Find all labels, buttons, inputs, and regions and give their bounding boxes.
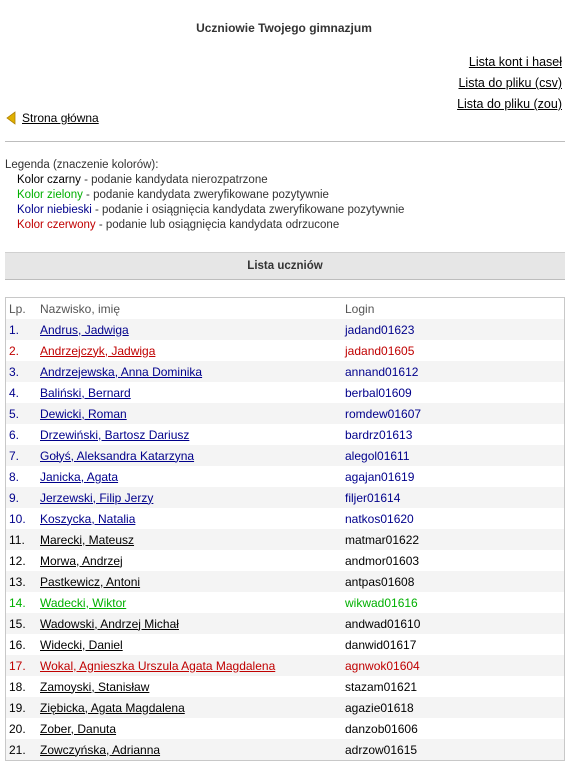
student-name-cell [37,550,342,571]
table-row [6,403,564,424]
column-header-name: Nazwisko, imię [40,301,121,316]
student-login: natkos01620 [342,508,564,529]
legend-color-name: Kolor czarny [17,174,81,186]
student-name-cell [37,361,342,382]
student-name-link[interactable]: Zamoyski, Stanisław [40,679,150,694]
table-row [6,382,564,403]
student-login: filjer01614 [342,487,564,508]
legend-color-name: Kolor zielony [17,189,83,201]
student-login: stazam01621 [342,676,564,697]
student-name-cell [37,445,342,466]
row-number: 10. [6,508,37,529]
student-name-cell [37,319,342,340]
row-number: 14. [6,592,37,613]
table-row [6,340,564,361]
row-number: 20. [6,718,37,739]
student-name-link[interactable]: Dewicki, Roman [40,406,127,421]
divider [5,141,565,142]
legend-item-green [5,188,404,203]
row-number: 15. [6,613,37,634]
student-name-cell [37,676,342,697]
student-name-link[interactable]: Drzewiński, Bartosz Dariusz [40,427,190,442]
row-number: 19. [6,697,37,718]
export-csv-link[interactable]: Lista do pliku (csv) [458,76,562,90]
table-row [6,466,564,487]
student-name-cell [37,571,342,592]
row-number: 1. [6,319,37,340]
table-row [6,529,564,550]
legend-desc: - podanie i osiągnięcia kandydata zweryfikowane pozytywnie [91,204,405,216]
legend-heading: Legenda (znaczenie kolorów): [5,159,159,171]
legend-item-black [5,173,404,188]
column-header-login: Login [345,301,375,316]
student-login: jadand01623 [342,319,564,340]
row-number: 3. [6,361,37,382]
student-login: adrzow01615 [342,739,564,760]
student-login: andmor01603 [342,550,564,571]
table-row [6,550,564,571]
row-number: 12. [6,550,37,571]
student-name-link[interactable]: Janicka, Agata [40,469,119,484]
row-number: 2. [6,340,37,361]
row-number: 17. [6,655,37,676]
student-name-link[interactable]: Wadecki, Wiktor [40,595,127,610]
student-name-cell [37,466,342,487]
student-login: romdew01607 [342,403,564,424]
row-number: 5. [6,403,37,424]
legend-color-name: Kolor czerwony [17,219,96,231]
student-login: berbal01609 [342,382,564,403]
student-login: danwid01617 [342,634,564,655]
student-login: agazie01618 [342,697,564,718]
table-header-row [6,298,564,319]
legend-item-red [5,218,404,233]
student-name-cell [37,508,342,529]
home-nav [5,111,99,125]
table-row [6,697,564,718]
row-number: 18. [6,676,37,697]
student-login: bardrz01613 [342,424,564,445]
student-name-cell [37,655,342,676]
export-zou-link[interactable]: Lista do pliku (zou) [457,97,562,111]
student-login: antpas01608 [342,571,564,592]
student-name-link[interactable]: Wadowski, Andrzej Michał [40,616,179,631]
legend-item-blue [5,203,404,218]
student-name-cell [37,529,342,550]
legend-desc: - podanie kandydata zweryfikowane pozytywnie [82,189,329,201]
row-number: 6. [6,424,37,445]
table-row [6,487,564,508]
table-row [6,718,564,739]
student-login: agajan01619 [342,466,564,487]
student-name-cell [37,592,342,613]
table-row [6,319,564,340]
table-row [6,445,564,466]
student-login: alegol01611 [342,445,564,466]
row-number: 9. [6,487,37,508]
row-number: 11. [6,529,37,550]
accounts-passwords-link[interactable]: Lista kont i haseł [468,55,562,69]
student-name-cell [37,403,342,424]
student-name-cell [37,487,342,508]
student-name-link[interactable]: Andrzejewska, Anna Dominika [40,364,203,379]
student-login: matmar01622 [342,529,564,550]
student-name-link[interactable]: Gołyś, Aleksandra Katarzyna [40,448,195,463]
student-name-cell [37,739,342,760]
student-name-cell [37,634,342,655]
row-number: 16. [6,634,37,655]
student-login: annand01612 [342,361,564,382]
table-row [6,361,564,382]
legend-color-name: Kolor niebieski [17,204,92,216]
table-row [6,676,564,697]
home-link[interactable]: Strona główna [22,111,99,125]
column-header-lp: Lp. [9,301,26,316]
student-name-link[interactable]: Ziębicka, Agata Magdalena [40,700,185,715]
student-name-cell [37,697,342,718]
student-name-link[interactable]: Koszycka, Natalia [40,511,136,526]
row-number: 8. [6,466,37,487]
row-number: 13. [6,571,37,592]
student-name-link[interactable]: Jerzewski, Filip Jerzy [40,490,154,505]
students-table [5,297,565,761]
table-row [6,739,564,760]
student-name-link[interactable]: Widecki, Daniel [40,637,123,652]
table-row [6,613,564,634]
student-name-link[interactable]: Wokal, Agnieszka Urszula Agata Magdalena [40,658,276,673]
student-name-link[interactable]: Morwa, Andrzej [40,553,123,568]
student-login: jadand01605 [342,340,564,361]
table-row [6,508,564,529]
student-name-link[interactable]: Zober, Danuta [40,721,117,736]
student-name-link[interactable]: Zowczyńska, Adrianna [40,742,161,757]
legend [5,158,404,233]
student-name-cell [37,613,342,634]
row-number: 21. [6,739,37,760]
section-header: Lista uczniów [5,252,565,280]
table-row [6,592,564,613]
student-name-cell [37,382,342,403]
legend-desc: - podanie lub osiągnięcia kandydata odrzucone [95,219,340,231]
student-login: andwad01610 [342,613,564,634]
table-row [6,655,564,676]
table-row [6,424,564,445]
top-links [457,52,562,115]
student-name-link[interactable]: Andrus, Jadwiga [40,322,129,337]
student-login: agnwok01604 [342,655,564,676]
student-name-link[interactable]: Baliński, Bernard [40,385,131,400]
student-name-cell [37,424,342,445]
student-login: danzob01606 [342,718,564,739]
student-name-link[interactable]: Marecki, Mateusz [40,532,135,547]
row-number: 4. [6,382,37,403]
student-name-link[interactable]: Andrzejczyk, Jadwiga [40,343,156,358]
page-title: Uczniowie Twojego gimnazjum [196,21,372,35]
legend-desc: - podanie kandydata nierozpatrzone [80,174,268,186]
row-number: 7. [6,445,37,466]
table-row [6,571,564,592]
student-name-cell [37,718,342,739]
arrow-left-icon[interactable] [5,111,19,125]
student-name-cell [37,340,342,361]
student-login: wikwad01616 [342,592,564,613]
table-row [6,634,564,655]
student-name-link[interactable]: Pastkewicz, Antoni [40,574,141,589]
